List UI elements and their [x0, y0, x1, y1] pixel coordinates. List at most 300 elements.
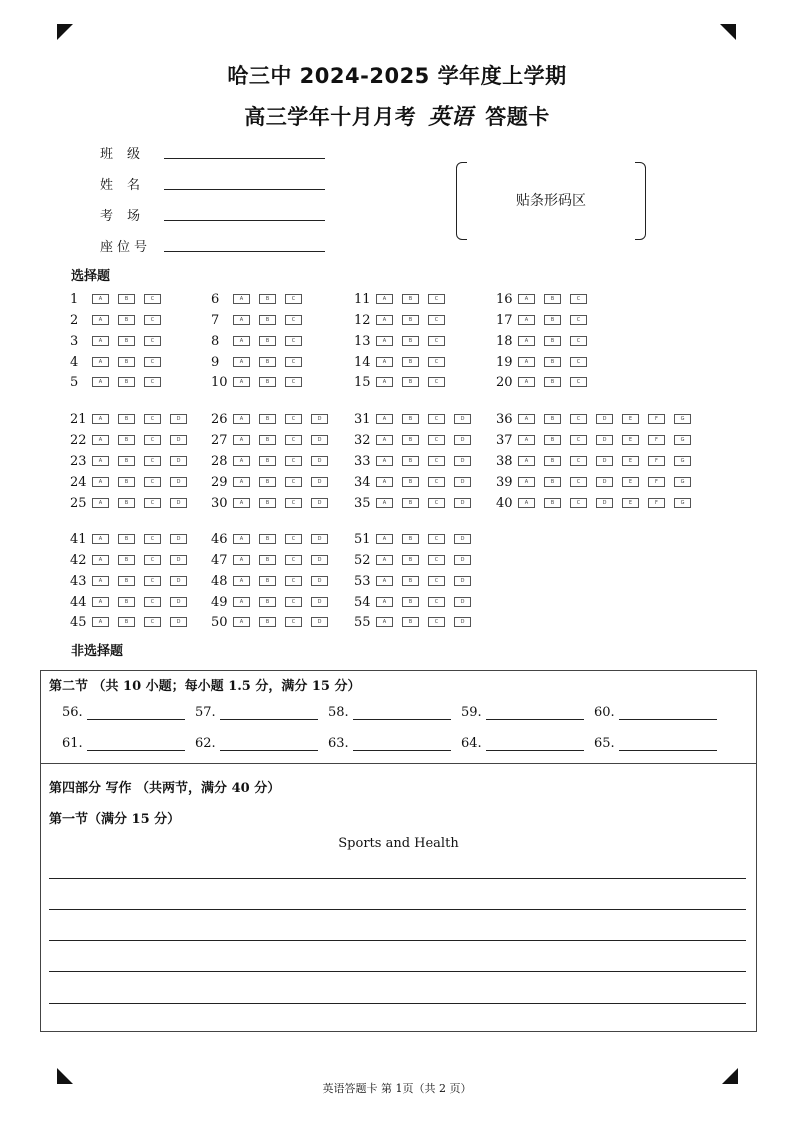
blank-item[interactable]: [594, 705, 717, 720]
blank-number: 65.: [594, 736, 615, 751]
answer-bubble-d[interactable]: D: [596, 477, 613, 487]
answer-bubble-c[interactable]: C: [144, 435, 161, 445]
answer-bubble-b[interactable]: B: [402, 534, 419, 544]
answer-bubble-c[interactable]: C: [285, 617, 302, 627]
blank-line[interactable]: [353, 738, 451, 751]
answer-bubble-a[interactable]: A: [92, 435, 109, 445]
answer-bubble-a[interactable]: A: [376, 435, 393, 445]
blank-item[interactable]: [328, 705, 451, 720]
answer-bubble-a[interactable]: A: [233, 414, 250, 424]
answer-bubble-b[interactable]: B: [402, 435, 419, 445]
answer-bubble-a[interactable]: A: [376, 294, 393, 304]
class-input-line[interactable]: [164, 158, 325, 159]
question-number: 15: [354, 374, 371, 390]
answer-bubble-a[interactable]: A: [92, 555, 109, 565]
answer-bubble-b[interactable]: B: [118, 498, 135, 508]
answer-bubble-a[interactable]: A: [518, 357, 535, 367]
answer-bubble-b[interactable]: B: [259, 597, 276, 607]
question-number: 33: [354, 453, 371, 469]
answer-bubble-c[interactable]: C: [428, 477, 445, 487]
answer-bubble-d[interactable]: D: [311, 555, 328, 565]
writing-line[interactable]: [49, 940, 746, 941]
answer-bubble-b[interactable]: B: [402, 377, 419, 387]
answer-bubble-b[interactable]: B: [118, 555, 135, 565]
answer-bubble-b[interactable]: B: [259, 435, 276, 445]
answer-bubble-c[interactable]: C: [144, 336, 161, 346]
question-number: 20: [496, 374, 513, 390]
answer-bubble-d[interactable]: D: [454, 477, 471, 487]
seat-number-field[interactable]: [100, 236, 330, 260]
answer-bubble-c[interactable]: C: [144, 414, 161, 424]
answer-bubble-a[interactable]: A: [92, 534, 109, 544]
blank-number: 60.: [594, 705, 615, 720]
exam-title: 哈三中 2024-2025 学年度上学期: [227, 64, 567, 88]
answer-bubble-a[interactable]: A: [233, 336, 250, 346]
answer-bubble-a[interactable]: A: [233, 576, 250, 586]
answer-bubble-c[interactable]: C: [144, 617, 161, 627]
answer-bubble-c[interactable]: C: [285, 377, 302, 387]
answer-bubble-b[interactable]: B: [118, 377, 135, 387]
answer-bubble-a[interactable]: A: [233, 477, 250, 487]
answer-bubble-c[interactable]: C: [285, 477, 302, 487]
answer-bubble-c[interactable]: C: [144, 498, 161, 508]
answer-bubble-a[interactable]: A: [92, 294, 109, 304]
answer-bubble-b[interactable]: B: [118, 315, 135, 325]
barcode-area: 贴条形码区: [456, 162, 646, 240]
answer-bubble-b[interactable]: B: [402, 477, 419, 487]
answer-bubble-d[interactable]: D: [454, 555, 471, 565]
question-number: 10: [211, 374, 228, 390]
answer-bubble-c[interactable]: C: [285, 336, 302, 346]
choice-question: [70, 553, 196, 567]
answer-bubble-a[interactable]: A: [92, 315, 109, 325]
answer-bubble-c[interactable]: C: [285, 294, 302, 304]
answer-bubble-d[interactable]: D: [311, 435, 328, 445]
question-number: 18: [496, 333, 513, 349]
answer-bubble-c[interactable]: C: [285, 498, 302, 508]
answer-bubble-c[interactable]: C: [570, 336, 587, 346]
answer-bubble-e[interactable]: E: [622, 498, 639, 508]
choice-question: [354, 475, 480, 489]
question-number: 39: [496, 474, 513, 490]
answer-bubble-a[interactable]: A: [376, 456, 393, 466]
answer-bubble-d[interactable]: D: [311, 534, 328, 544]
answer-bubble-g[interactable]: G: [674, 435, 691, 445]
answer-bubble-b[interactable]: B: [118, 336, 135, 346]
answer-bubble-b[interactable]: B: [259, 477, 276, 487]
question-number: 5: [70, 374, 79, 390]
name-input-line[interactable]: [164, 189, 325, 190]
answer-bubble-b[interactable]: B: [544, 336, 561, 346]
blank-item[interactable]: [62, 705, 185, 720]
writing-line[interactable]: [49, 878, 746, 879]
answer-bubble-b[interactable]: B: [544, 357, 561, 367]
answer-bubble-d[interactable]: D: [170, 617, 187, 627]
answer-bubble-d[interactable]: D: [170, 555, 187, 565]
question-number: 47: [211, 552, 228, 568]
answer-bubble-c[interactable]: C: [570, 456, 587, 466]
blank-item[interactable]: [62, 736, 185, 751]
answer-bubble-a[interactable]: A: [518, 336, 535, 346]
answer-bubble-a[interactable]: A: [376, 477, 393, 487]
answer-bubble-c[interactable]: C: [570, 435, 587, 445]
seat-number-input-line[interactable]: [164, 251, 325, 252]
question-number: 34: [354, 474, 371, 490]
answer-bubble-c[interactable]: C: [144, 456, 161, 466]
answer-bubble-g[interactable]: G: [674, 498, 691, 508]
answer-bubble-c[interactable]: C: [428, 357, 445, 367]
answer-bubble-b[interactable]: B: [259, 315, 276, 325]
question-number: 1: [70, 291, 79, 307]
answer-bubble-a[interactable]: A: [233, 377, 250, 387]
answer-bubble-b[interactable]: B: [544, 294, 561, 304]
answer-bubble-c[interactable]: C: [428, 377, 445, 387]
answer-bubble-a[interactable]: A: [92, 576, 109, 586]
answer-bubble-b[interactable]: B: [402, 617, 419, 627]
writing-line[interactable]: [49, 909, 746, 910]
question-number: 41: [70, 531, 87, 547]
name-field[interactable]: [100, 174, 330, 198]
choice-question: [70, 433, 196, 447]
answer-bubble-a[interactable]: A: [518, 498, 535, 508]
non-choice-section-label: 非选择题: [71, 644, 124, 659]
answer-bubble-d[interactable]: D: [170, 456, 187, 466]
choice-question: [354, 292, 454, 306]
answer-bubble-e[interactable]: E: [622, 414, 639, 424]
choice-question: [354, 454, 480, 468]
class-field[interactable]: [100, 143, 330, 167]
answer-bubble-c[interactable]: C: [428, 597, 445, 607]
blank-line[interactable]: [87, 738, 185, 751]
blank-item[interactable]: [461, 736, 584, 751]
answer-bubble-d[interactable]: D: [596, 414, 613, 424]
choice-question: [70, 334, 170, 348]
answer-bubble-b[interactable]: B: [402, 555, 419, 565]
answer-bubble-d[interactable]: D: [170, 534, 187, 544]
blank-line[interactable]: [220, 707, 318, 720]
answer-bubble-b[interactable]: B: [118, 294, 135, 304]
answer-bubble-b[interactable]: B: [259, 336, 276, 346]
question-number: 51: [354, 531, 371, 547]
answer-bubble-b[interactable]: B: [402, 315, 419, 325]
choice-question: [496, 496, 700, 510]
choice-question: [354, 313, 454, 327]
answer-bubble-b[interactable]: B: [402, 294, 419, 304]
choice-question: [70, 496, 196, 510]
answer-bubble-c[interactable]: C: [285, 555, 302, 565]
answer-bubble-a[interactable]: A: [233, 597, 250, 607]
answer-bubble-a[interactable]: A: [376, 555, 393, 565]
answer-bubble-d[interactable]: D: [311, 597, 328, 607]
question-number: 12: [354, 312, 371, 328]
answer-bubble-c[interactable]: C: [570, 357, 587, 367]
answer-bubble-d[interactable]: D: [596, 435, 613, 445]
answer-bubble-d[interactable]: D: [596, 498, 613, 508]
blank-line[interactable]: [220, 738, 318, 751]
blank-line[interactable]: [486, 738, 584, 751]
answer-bubble-b[interactable]: B: [259, 555, 276, 565]
answer-bubble-c[interactable]: C: [570, 294, 587, 304]
answer-bubble-a[interactable]: A: [92, 456, 109, 466]
answer-bubble-d[interactable]: D: [454, 576, 471, 586]
answer-bubble-b[interactable]: B: [259, 456, 276, 466]
answer-bubble-d[interactable]: D: [454, 617, 471, 627]
blank-item[interactable]: [195, 736, 318, 751]
answer-bubble-c[interactable]: C: [428, 315, 445, 325]
answer-bubble-b[interactable]: B: [118, 357, 135, 367]
blank-line[interactable]: [353, 707, 451, 720]
registration-mark-top-right: [720, 24, 736, 40]
answer-bubble-c[interactable]: C: [144, 534, 161, 544]
answer-bubble-a[interactable]: A: [233, 534, 250, 544]
answer-bubble-d[interactable]: D: [311, 617, 328, 627]
answer-bubble-c[interactable]: C: [285, 534, 302, 544]
name-label: 姓名: [100, 178, 155, 193]
answer-bubble-c[interactable]: C: [144, 576, 161, 586]
answer-bubble-a[interactable]: A: [92, 617, 109, 627]
blank-item[interactable]: [594, 736, 717, 751]
answer-bubble-c[interactable]: C: [285, 597, 302, 607]
answer-bubble-b[interactable]: B: [259, 294, 276, 304]
question-number: 3: [70, 333, 79, 349]
answer-bubble-a[interactable]: A: [92, 377, 109, 387]
answer-bubble-g[interactable]: G: [674, 414, 691, 424]
answer-bubble-b[interactable]: B: [118, 456, 135, 466]
answer-bubble-f[interactable]: F: [648, 414, 665, 424]
blank-line[interactable]: [486, 707, 584, 720]
answer-bubble-b[interactable]: B: [118, 477, 135, 487]
answer-bubble-c[interactable]: C: [144, 597, 161, 607]
question-number: 48: [211, 573, 228, 589]
answer-bubble-c[interactable]: C: [570, 315, 587, 325]
answer-bubble-d[interactable]: D: [170, 477, 187, 487]
answer-bubble-c[interactable]: C: [428, 435, 445, 445]
answer-bubble-b[interactable]: B: [118, 597, 135, 607]
answer-bubble-a[interactable]: A: [376, 498, 393, 508]
answer-bubble-b[interactable]: B: [118, 617, 135, 627]
answer-bubble-c[interactable]: C: [144, 555, 161, 565]
answer-bubble-f[interactable]: F: [648, 477, 665, 487]
choice-question: [496, 454, 700, 468]
answer-bubble-d[interactable]: D: [596, 456, 613, 466]
answer-bubble-g[interactable]: G: [674, 477, 691, 487]
answer-bubble-e[interactable]: E: [622, 477, 639, 487]
answer-bubble-b[interactable]: B: [402, 336, 419, 346]
answer-bubble-b[interactable]: B: [402, 498, 419, 508]
answer-bubble-a[interactable]: A: [233, 294, 250, 304]
answer-bubble-c[interactable]: C: [285, 435, 302, 445]
question-number: 46: [211, 531, 228, 547]
answer-bubble-a[interactable]: A: [92, 498, 109, 508]
answer-bubble-c[interactable]: C: [428, 617, 445, 627]
answer-bubble-c[interactable]: C: [285, 456, 302, 466]
exam-room-input-line[interactable]: [164, 220, 325, 221]
answer-bubble-d[interactable]: D: [454, 597, 471, 607]
blank-number: 57.: [195, 705, 216, 720]
answer-bubble-c[interactable]: C: [144, 315, 161, 325]
question-number: 43: [70, 573, 87, 589]
answer-bubble-c[interactable]: C: [144, 477, 161, 487]
choice-question: [70, 615, 196, 629]
answer-bubble-b[interactable]: B: [544, 477, 561, 487]
answer-bubble-a[interactable]: A: [233, 357, 250, 367]
choice-question: [211, 375, 311, 389]
answer-bubble-c[interactable]: C: [428, 414, 445, 424]
answer-bubble-a[interactable]: A: [518, 294, 535, 304]
answer-bubble-a[interactable]: A: [518, 435, 535, 445]
answer-bubble-c[interactable]: C: [570, 377, 587, 387]
answer-bubble-b[interactable]: B: [259, 534, 276, 544]
answer-bubble-c[interactable]: C: [285, 315, 302, 325]
answer-bubble-c[interactable]: C: [428, 336, 445, 346]
answer-bubble-f[interactable]: F: [648, 435, 665, 445]
answer-bubble-b[interactable]: B: [118, 576, 135, 586]
answer-bubble-a[interactable]: A: [518, 414, 535, 424]
exam-room-field[interactable]: [100, 205, 330, 229]
answer-bubble-a[interactable]: A: [518, 377, 535, 387]
answer-bubble-f[interactable]: F: [648, 456, 665, 466]
answer-bubble-a[interactable]: A: [518, 315, 535, 325]
answer-bubble-d[interactable]: D: [170, 498, 187, 508]
exam-room-label: 考场: [100, 209, 155, 224]
answer-bubble-c[interactable]: C: [570, 414, 587, 424]
answer-bubble-d[interactable]: D: [311, 456, 328, 466]
answer-bubble-d[interactable]: D: [454, 414, 471, 424]
writing-line[interactable]: [49, 971, 746, 972]
answer-bubble-b[interactable]: B: [259, 576, 276, 586]
answer-bubble-c[interactable]: C: [428, 498, 445, 508]
answer-bubble-a[interactable]: A: [92, 414, 109, 424]
answer-bubble-b[interactable]: B: [402, 357, 419, 367]
answer-bubble-b[interactable]: B: [402, 414, 419, 424]
question-number: 44: [70, 594, 87, 610]
answer-box: [40, 670, 757, 1032]
answer-bubble-c[interactable]: C: [570, 498, 587, 508]
answer-bubble-b[interactable]: B: [259, 617, 276, 627]
answer-bubble-a[interactable]: A: [92, 597, 109, 607]
answer-bubble-c[interactable]: C: [285, 357, 302, 367]
answer-bubble-b[interactable]: B: [118, 534, 135, 544]
answer-bubble-d[interactable]: D: [311, 498, 328, 508]
answer-bubble-c[interactable]: C: [428, 576, 445, 586]
choice-question: [70, 532, 196, 546]
answer-bubble-e[interactable]: E: [622, 456, 639, 466]
answer-bubble-c[interactable]: C: [144, 377, 161, 387]
answer-bubble-b[interactable]: B: [118, 414, 135, 424]
answer-bubble-c[interactable]: C: [428, 456, 445, 466]
answer-bubble-c[interactable]: C: [428, 555, 445, 565]
answer-bubble-d[interactable]: D: [170, 435, 187, 445]
answer-bubble-e[interactable]: E: [622, 435, 639, 445]
blank-item[interactable]: [461, 705, 584, 720]
answer-bubble-a[interactable]: A: [376, 617, 393, 627]
answer-bubble-a[interactable]: A: [376, 315, 393, 325]
answer-bubble-a[interactable]: A: [376, 414, 393, 424]
answer-bubble-b[interactable]: B: [544, 456, 561, 466]
answer-bubble-b[interactable]: B: [259, 357, 276, 367]
answer-bubble-d[interactable]: D: [311, 477, 328, 487]
answer-bubble-b[interactable]: B: [259, 498, 276, 508]
answer-bubble-b[interactable]: B: [118, 435, 135, 445]
answer-bubble-c[interactable]: C: [144, 294, 161, 304]
answer-bubble-c[interactable]: C: [144, 357, 161, 367]
answer-bubble-a[interactable]: A: [233, 498, 250, 508]
answer-bubble-a[interactable]: A: [233, 617, 250, 627]
answer-bubble-a[interactable]: A: [376, 597, 393, 607]
answer-bubble-d[interactable]: D: [170, 597, 187, 607]
section-divider: [41, 763, 756, 764]
answer-bubble-a[interactable]: A: [518, 477, 535, 487]
choice-question: [211, 532, 337, 546]
blank-line[interactable]: [87, 707, 185, 720]
question-number: 29: [211, 474, 228, 490]
answer-bubble-c[interactable]: C: [428, 294, 445, 304]
choice-question: [211, 454, 337, 468]
choice-question: [354, 532, 480, 546]
answer-bubble-b[interactable]: B: [402, 576, 419, 586]
choice-question: [496, 475, 700, 489]
answer-bubble-g[interactable]: G: [674, 456, 691, 466]
answer-bubble-b[interactable]: B: [402, 456, 419, 466]
answer-bubble-b[interactable]: B: [544, 414, 561, 424]
answer-bubble-b[interactable]: B: [259, 377, 276, 387]
answer-bubble-a[interactable]: A: [376, 336, 393, 346]
question-number: 31: [354, 411, 371, 427]
answer-bubble-c[interactable]: C: [428, 534, 445, 544]
answer-bubble-a[interactable]: A: [376, 534, 393, 544]
answer-bubble-a[interactable]: A: [233, 555, 250, 565]
answer-bubble-a[interactable]: A: [92, 357, 109, 367]
answer-bubble-f[interactable]: F: [648, 498, 665, 508]
answer-bubble-a[interactable]: A: [376, 576, 393, 586]
answer-bubble-d[interactable]: D: [454, 456, 471, 466]
answer-bubble-a[interactable]: A: [92, 336, 109, 346]
blank-number: 62.: [195, 736, 216, 751]
answer-bubble-d[interactable]: D: [454, 498, 471, 508]
answer-bubble-b[interactable]: B: [544, 435, 561, 445]
answer-bubble-d[interactable]: D: [170, 576, 187, 586]
answer-bubble-a[interactable]: A: [376, 357, 393, 367]
answer-bubble-a[interactable]: A: [518, 456, 535, 466]
choice-question: [211, 292, 311, 306]
answer-bubble-a[interactable]: A: [233, 456, 250, 466]
answer-bubble-a[interactable]: A: [376, 377, 393, 387]
answer-bubble-d[interactable]: D: [454, 534, 471, 544]
blank-line[interactable]: [619, 738, 717, 751]
answer-bubble-a[interactable]: A: [92, 477, 109, 487]
blank-item[interactable]: [328, 736, 451, 751]
answer-bubble-d[interactable]: D: [311, 414, 328, 424]
writing-line[interactable]: [49, 1003, 746, 1004]
answer-bubble-d[interactable]: D: [311, 576, 328, 586]
choice-question: [211, 496, 337, 510]
answer-bubble-b[interactable]: B: [259, 414, 276, 424]
answer-bubble-a[interactable]: A: [233, 435, 250, 445]
blank-item[interactable]: [195, 705, 318, 720]
answer-bubble-d[interactable]: D: [454, 435, 471, 445]
answer-bubble-c[interactable]: C: [285, 576, 302, 586]
answer-bubble-a[interactable]: A: [233, 315, 250, 325]
question-number: 24: [70, 474, 87, 490]
answer-bubble-b[interactable]: B: [544, 315, 561, 325]
answer-bubble-d[interactable]: D: [170, 414, 187, 424]
answer-bubble-b[interactable]: B: [544, 498, 561, 508]
answer-bubble-c[interactable]: C: [570, 477, 587, 487]
blank-line[interactable]: [619, 707, 717, 720]
answer-bubble-b[interactable]: B: [402, 597, 419, 607]
answer-bubble-b[interactable]: B: [544, 377, 561, 387]
answer-bubble-c[interactable]: C: [285, 414, 302, 424]
